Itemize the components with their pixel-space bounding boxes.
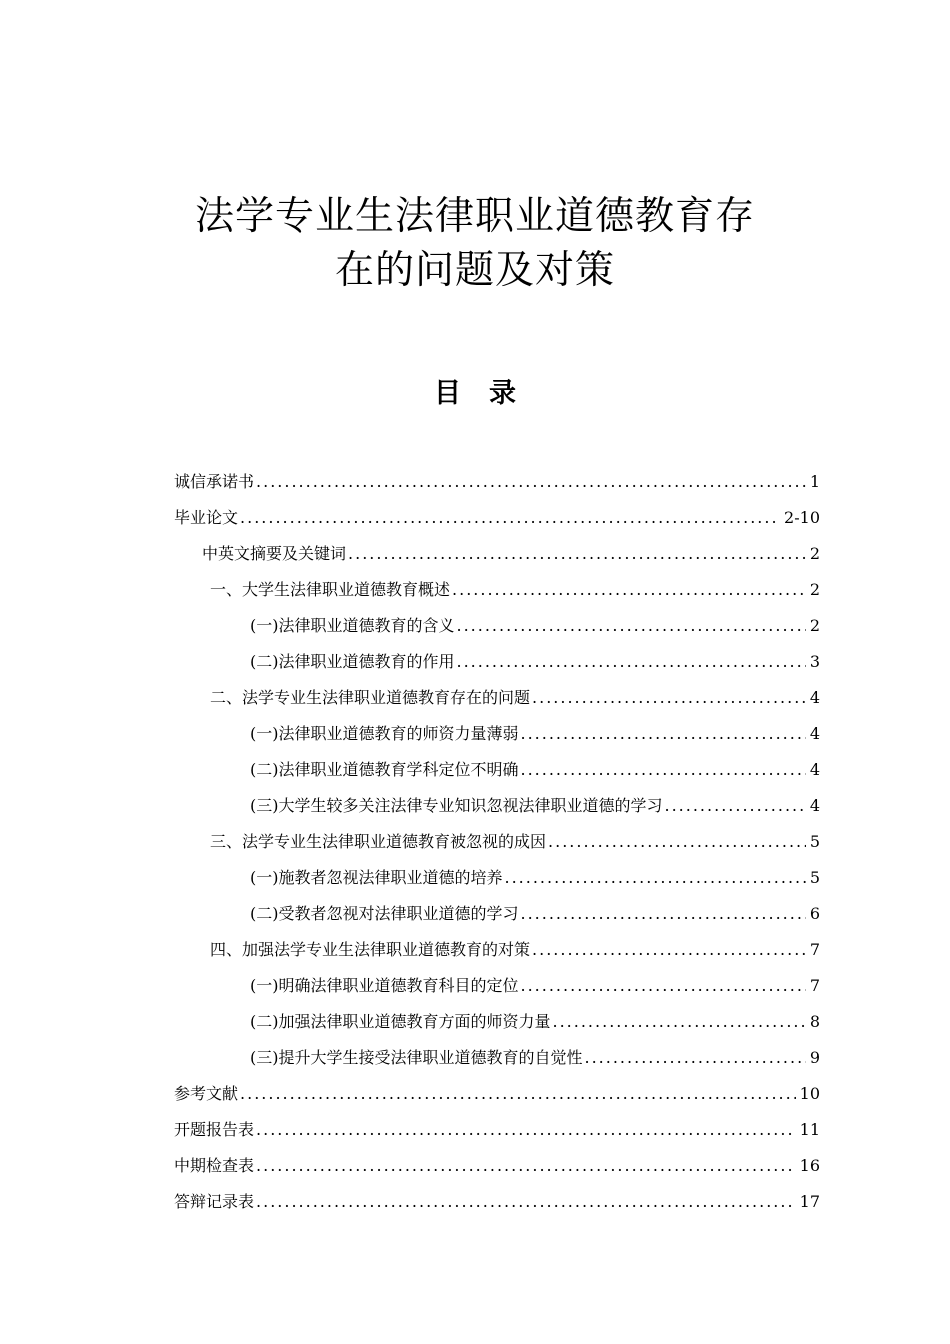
toc-entry-page-number: 5 bbox=[809, 868, 820, 887]
toc-entry-label: 三、法学专业生法律职业道德教育被忽视的成因 bbox=[210, 832, 547, 851]
toc-entry[interactable] bbox=[174, 608, 820, 644]
toc-dot-leader bbox=[532, 932, 806, 968]
toc-entry-label: 参考文献 bbox=[174, 1084, 239, 1103]
toc-entry-page-number: 7 bbox=[809, 940, 820, 959]
toc-entry[interactable] bbox=[174, 788, 820, 824]
toc-heading: 目录 bbox=[434, 378, 544, 409]
toc-entry-label: 开题报告表 bbox=[174, 1120, 255, 1139]
toc-entry-label: (二)加强法律职业道德教育方面的师资力量 bbox=[250, 1012, 551, 1031]
toc-entry-page-number: 10 bbox=[799, 1084, 820, 1103]
toc-dot-leader bbox=[665, 788, 806, 824]
toc-entry[interactable] bbox=[174, 464, 820, 500]
toc-entry[interactable] bbox=[174, 824, 820, 860]
toc-entry-page-number: 4 bbox=[809, 796, 820, 815]
toc-entry[interactable] bbox=[174, 500, 820, 536]
toc-entry-label: (二)法律职业道德教育的作用 bbox=[250, 652, 455, 671]
toc-dot-leader bbox=[521, 716, 806, 752]
table-of-contents bbox=[174, 464, 820, 1220]
toc-dot-leader bbox=[521, 752, 806, 788]
toc-entry-page-number: 2 bbox=[809, 616, 820, 635]
document-title-line-2: 在的问题及对策 bbox=[334, 248, 615, 293]
toc-entry[interactable] bbox=[174, 860, 820, 896]
toc-entry-page-number: 4 bbox=[809, 688, 820, 707]
toc-dot-leader bbox=[256, 1184, 796, 1220]
toc-entry[interactable] bbox=[174, 716, 820, 752]
toc-entry-label: (一)施教者忽视法律职业道德的培养 bbox=[250, 868, 503, 887]
toc-entry[interactable] bbox=[174, 968, 820, 1004]
toc-dot-leader bbox=[521, 968, 806, 1004]
toc-dot-leader bbox=[553, 1004, 806, 1040]
toc-entry-label: (一)明确法律职业道德教育科目的定位 bbox=[250, 976, 519, 995]
toc-entry-page-number: 16 bbox=[799, 1156, 820, 1175]
toc-entry[interactable] bbox=[174, 1148, 820, 1184]
toc-entry-page-number: 2 bbox=[809, 544, 820, 563]
toc-entry[interactable] bbox=[174, 1184, 820, 1220]
toc-dot-leader bbox=[457, 644, 806, 680]
toc-dot-leader bbox=[240, 1076, 796, 1112]
toc-entry-page-number: 9 bbox=[809, 1048, 820, 1067]
toc-entry[interactable] bbox=[174, 536, 820, 572]
toc-dot-leader bbox=[256, 1148, 796, 1184]
toc-entry-page-number: 3 bbox=[809, 652, 820, 671]
toc-entry-page-number: 2 bbox=[809, 580, 820, 599]
toc-entry-page-number: 4 bbox=[809, 724, 820, 743]
toc-entry-label: 一、大学生法律职业道德教育概述 bbox=[210, 580, 451, 599]
toc-dot-leader bbox=[348, 536, 806, 572]
document-title bbox=[0, 190, 950, 298]
toc-entry-page-number: 2-10 bbox=[784, 508, 820, 527]
toc-entry-label: (三)提升大学生接受法律职业道德教育的自觉性 bbox=[250, 1048, 583, 1067]
toc-entry[interactable] bbox=[174, 644, 820, 680]
toc-entry-page-number: 17 bbox=[799, 1192, 820, 1211]
toc-dot-leader bbox=[521, 896, 806, 932]
toc-entry-label: 中期检查表 bbox=[174, 1156, 255, 1175]
toc-dot-leader bbox=[548, 824, 806, 860]
toc-entry[interactable] bbox=[174, 1040, 820, 1076]
toc-entry-label: (三)大学生较多关注法律专业知识忽视法律职业道德的学习 bbox=[250, 796, 663, 815]
toc-entry-label: (一)法律职业道德教育的师资力量薄弱 bbox=[250, 724, 519, 743]
toc-entry-label: (二)法律职业道德教育学科定位不明确 bbox=[250, 760, 519, 779]
toc-dot-leader bbox=[452, 572, 806, 608]
toc-dot-leader bbox=[457, 608, 806, 644]
toc-entry-label: 诚信承诺书 bbox=[174, 472, 255, 491]
toc-entry-label: 答辩记录表 bbox=[174, 1192, 255, 1211]
toc-entry-page-number: 1 bbox=[809, 472, 820, 491]
toc-dot-leader bbox=[532, 680, 806, 716]
toc-entry-label: 毕业论文 bbox=[174, 508, 239, 527]
toc-dot-leader bbox=[505, 860, 806, 896]
toc-entry[interactable] bbox=[174, 752, 820, 788]
toc-dot-leader bbox=[256, 464, 806, 500]
toc-entry-label: 中英文摘要及关键词 bbox=[202, 544, 347, 563]
toc-entry-page-number: 4 bbox=[809, 760, 820, 779]
toc-entry[interactable] bbox=[174, 1112, 820, 1148]
toc-entry[interactable] bbox=[174, 680, 820, 716]
toc-entry-label: (一)法律职业道德教育的含义 bbox=[250, 616, 455, 635]
toc-dot-leader bbox=[585, 1040, 806, 1076]
toc-entry-label: 二、法学专业生法律职业道德教育存在的问题 bbox=[210, 688, 531, 707]
toc-entry[interactable] bbox=[174, 932, 820, 968]
toc-entry-page-number: 11 bbox=[799, 1120, 820, 1139]
toc-entry[interactable] bbox=[174, 1076, 820, 1112]
toc-dot-leader bbox=[256, 1112, 796, 1148]
toc-entry-page-number: 6 bbox=[809, 904, 820, 923]
document-title-line-1: 法学专业生法律职业道德教育存 bbox=[194, 194, 755, 239]
toc-entry-page-number: 8 bbox=[809, 1012, 820, 1031]
toc-entry-label: 四、加强法学专业生法律职业道德教育的对策 bbox=[210, 940, 531, 959]
toc-entry-page-number: 5 bbox=[809, 832, 820, 851]
toc-entry-label: (二)受教者忽视对法律职业道德的学习 bbox=[250, 904, 519, 923]
toc-entry[interactable] bbox=[174, 896, 820, 932]
toc-entry[interactable] bbox=[174, 1004, 820, 1040]
toc-dot-leader bbox=[240, 500, 780, 536]
toc-entry[interactable] bbox=[174, 572, 820, 608]
toc-entry-page-number: 7 bbox=[809, 976, 820, 995]
